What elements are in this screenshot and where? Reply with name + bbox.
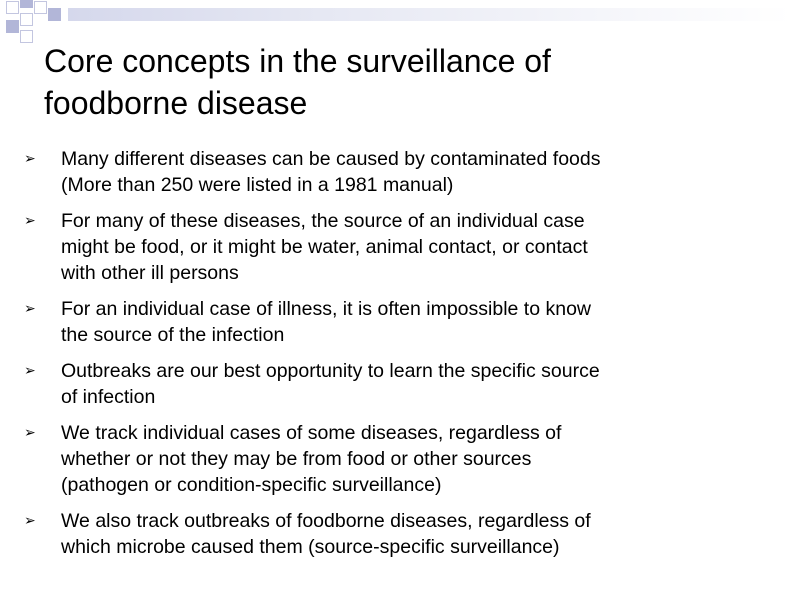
bullet-line: might be food, or it might be water, animal contact, or contact (61, 236, 588, 258)
arrowhead-bullet-icon: ➢ (24, 301, 36, 317)
slide-title (44, 40, 764, 124)
bullet-line: (pathogen or condition-specific surveillance) (61, 474, 442, 496)
arrowhead-bullet-icon: ➢ (24, 513, 36, 529)
bullet-line: Many different diseases can be caused by contaminated foods (61, 148, 601, 170)
bullet-line: We also track outbreaks of foodborne diseases, regardless of (61, 510, 591, 532)
bullet-line: For many of these diseases, the source of an individual case (61, 210, 585, 232)
arrowhead-bullet-icon: ➢ (24, 213, 36, 229)
bullet-line: For an individual case of illness, it is often impossible to know (61, 298, 592, 320)
title-line: Core concepts in the surveillance of (44, 43, 551, 79)
decor-square (6, 1, 19, 14)
bullet-line: which microbe caused them (source-specific surveillance) (61, 536, 560, 558)
decor-square (20, 13, 33, 26)
bullet-list (0, 140, 792, 558)
bullet-line: (More than 250 were listed in a 1981 manual) (61, 174, 454, 196)
decor-square (6, 20, 19, 33)
title-line: foodborne disease (44, 85, 308, 121)
bullet-line: Outbreaks are our best opportunity to learn the specific source (61, 360, 600, 382)
bullet-item (0, 508, 792, 560)
bullet-line: with other ill persons (61, 262, 239, 284)
decor-square (34, 1, 47, 14)
bullet-item (0, 420, 792, 498)
arrowhead-bullet-icon: ➢ (24, 151, 36, 167)
bullet-line: the source of the infection (61, 324, 285, 346)
header-bar (68, 8, 792, 21)
arrowhead-bullet-icon: ➢ (24, 363, 36, 379)
bullet-line: whether or not they may be from food or other sources (61, 448, 532, 470)
decor-square (48, 8, 61, 21)
bullet-line: of infection (61, 386, 156, 408)
arrowhead-bullet-icon: ➢ (24, 425, 36, 441)
bullet-item (0, 146, 792, 198)
decor-square (20, 30, 33, 43)
decor-square (20, 0, 33, 8)
bullet-item (0, 296, 792, 348)
bullet-item (0, 358, 792, 410)
bullet-line: We track individual cases of some diseases, regardless of (61, 422, 562, 444)
bullet-item (0, 208, 792, 286)
